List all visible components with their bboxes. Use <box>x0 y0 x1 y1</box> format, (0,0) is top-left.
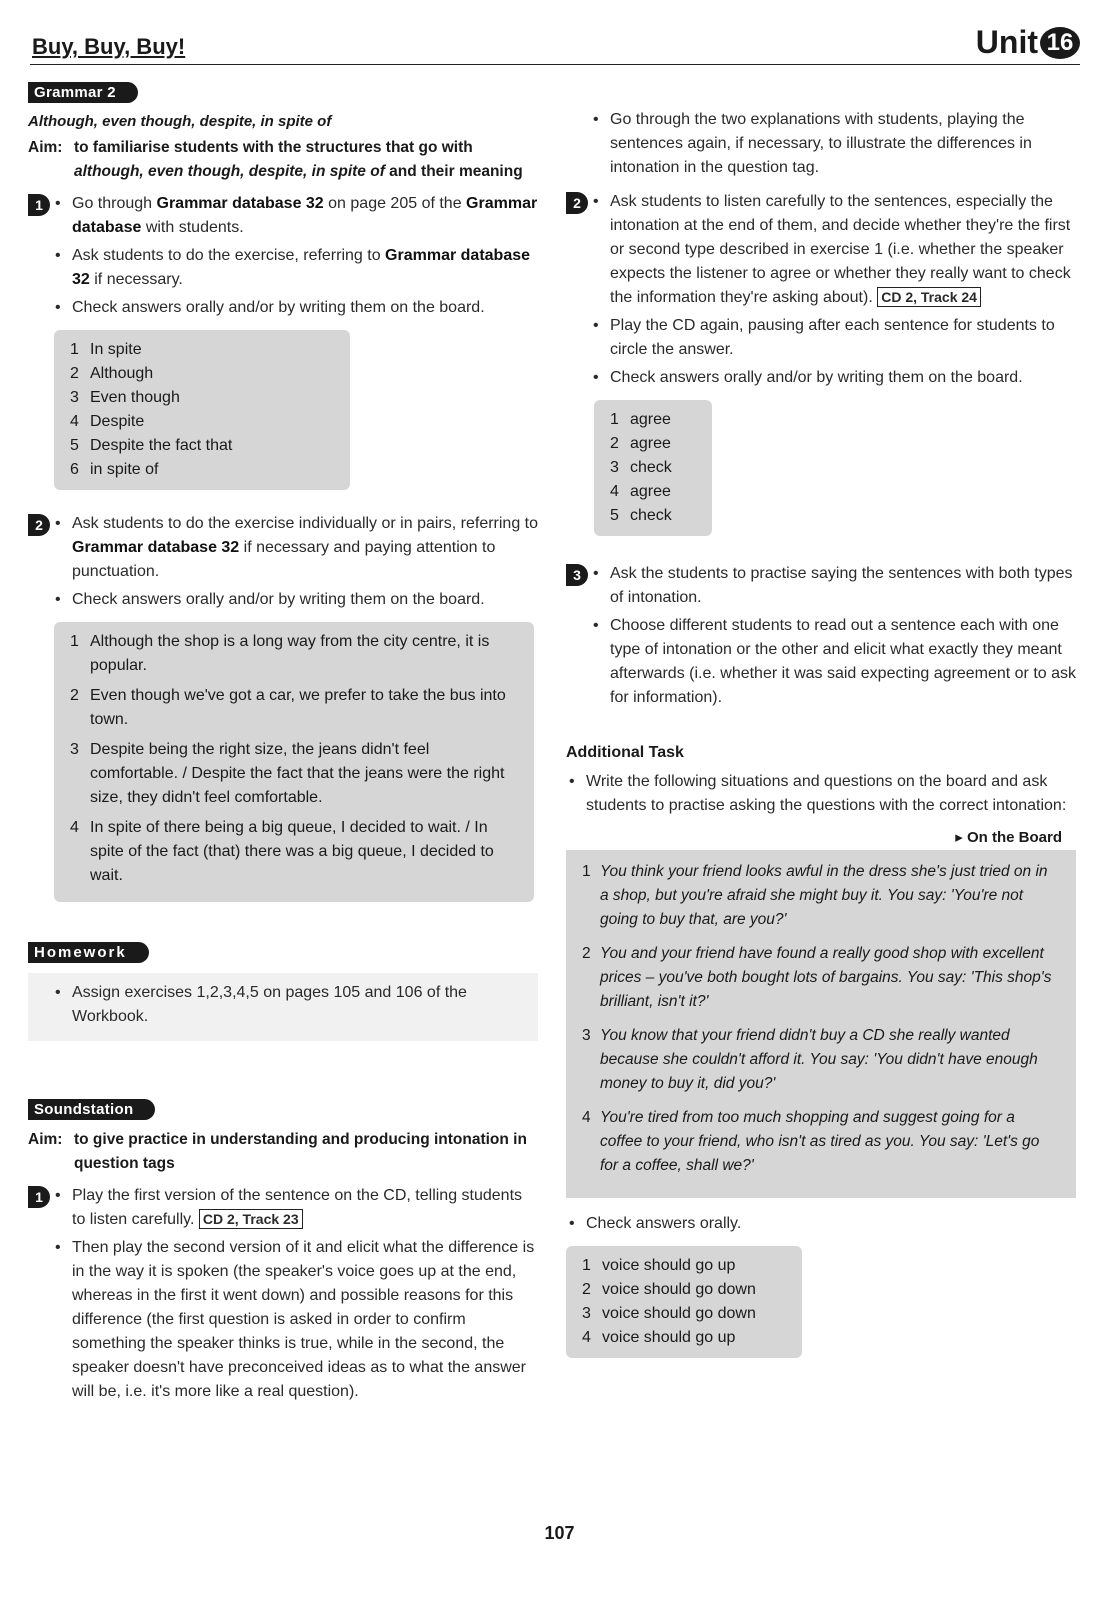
page-number: 107 <box>544 1523 575 1543</box>
section-grammar-2: Grammar 2 <box>28 82 138 103</box>
answer-row <box>70 816 518 888</box>
answer-box-grammar-1 <box>54 330 350 490</box>
soundstation-exercise-1-cont <box>566 108 1076 180</box>
grammar-aim <box>28 136 538 184</box>
bullet-text: Play the first version of the sentence on the CD, telling students to listen carefully. <box>72 1187 523 1228</box>
bullet: • Check answers orally. <box>569 1215 742 1232</box>
board-item-text: You're tired from too much shopping and suggest going for a coffee to your friend, who isn't as tired as you. You say: 'Let's go for a coffee, shall we?' <box>600 1109 1040 1174</box>
bullet-text: Check answers orally. <box>586 1215 742 1232</box>
bullet-bold: Grammar database <box>72 195 538 236</box>
on-the-board-label <box>566 828 1062 846</box>
board-item <box>582 1106 1060 1178</box>
answer-row <box>582 1254 786 1278</box>
answer-number: 5 <box>70 437 79 454</box>
answer-text: check <box>630 507 672 524</box>
board-item-text: You think your friend looks awful in the dress she's just tried on in a shop, but you're afraid she might buy it. You say: 'You're not going to buy that, are you?' <box>600 863 1048 928</box>
answer-row <box>582 1326 786 1350</box>
bullet-text: Write the following situations and questions on the board and ask students to practise asking the questions with the correct intonation: <box>586 773 1067 814</box>
unit-text: Unit <box>975 24 1038 60</box>
answer-text: voice should go down <box>602 1281 756 1298</box>
bullet: • Ask students to do the exercise individually or in pairs, referring to Grammar database 32 if necessary and paying attention to punctuation. <box>55 515 539 580</box>
soundstation-exercise-1 <box>28 1184 538 1404</box>
bullet-text: if necessary. <box>89 271 183 288</box>
board-item <box>582 1024 1060 1096</box>
page-header <box>30 22 1080 65</box>
aim-text <box>74 136 538 184</box>
bullet-text: with students. <box>141 219 244 236</box>
board-item <box>582 860 1060 932</box>
homework-box <box>28 973 538 1041</box>
section-soundstation: Soundstation <box>28 1099 155 1120</box>
answer-number: 2 <box>582 1281 591 1298</box>
on-the-board-box <box>566 850 1076 1198</box>
additional-task-section <box>566 744 1076 1358</box>
bullet-text: if necessary and paying attention to punctuation. <box>72 539 496 580</box>
answer-row <box>610 480 696 504</box>
answer-row <box>610 456 696 480</box>
bullet-text: Check answers orally and/or by writing them on the board. <box>72 299 485 316</box>
on-the-board-text: On the Board <box>966 829 1062 846</box>
bullet-text: Then play the second version of it and elicit what the difference is in the way it is spoken (the speaker's voice goes up at the end, whereas in the first it went down) and possible reasons for this difference (the first question is asked in order to confirm something the speaker thinks is true, while in the second, the speaker doesn't have preconceived ideas as to what the answer will be, i.e. it's more like a real question). <box>72 1239 535 1400</box>
answer-number: 4 <box>70 413 79 430</box>
bullet: • Play the CD again, pausing after each sentence for students to circle the answer. <box>593 317 1055 358</box>
grammar-exercise-1 <box>28 192 538 320</box>
bullet: • Ask the students to practise saying the sentences with both types of intonation. <box>593 565 1073 606</box>
answer-number: 4 <box>610 483 619 500</box>
answer-number: 3 <box>70 741 79 758</box>
board-item-number: 4 <box>582 1109 591 1126</box>
soundstation-exercise-2 <box>566 190 1076 390</box>
answer-text: in spite of <box>90 461 159 478</box>
bullet-text: Go through <box>72 195 157 212</box>
aim-label: Aim: <box>28 139 63 156</box>
additional-task-title: Additional Task <box>566 744 684 761</box>
answer-number: 3 <box>610 459 619 476</box>
aim-text-pre: to familiarise students with the structures that go with <box>74 139 473 156</box>
exercise-number: 1 <box>28 194 50 216</box>
left-column <box>28 82 538 1410</box>
answer-number: 1 <box>610 411 619 428</box>
additional-task-bullet <box>566 770 1076 818</box>
board-item-text: You and your friend have found a really good shop with excellent prices – you've both bought lots of bargains. You say: 'This shop's brilliant, isn't it?' <box>600 945 1052 1010</box>
answer-row <box>610 408 696 432</box>
grammar-exercise-2 <box>28 512 538 612</box>
answer-box-additional <box>566 1246 802 1358</box>
bullet-bold: Grammar database 32 <box>72 247 531 288</box>
section-homework: Homework <box>28 942 149 963</box>
bullet-text: Ask students to listen carefully to the sentences, especially the intonation at the end of them, and decide whether they're the first or second type described in exercise 1 (i.e. whether the speaker expects the listener to agree or whether they really want to check the information they're asking about). <box>610 193 1071 306</box>
answer-text: Although the shop is a long way from the city centre, it is popular. <box>90 633 490 674</box>
bullet: • Play the first version of the sentence on the CD, telling students to listen carefully. CD 2, Track 23 <box>55 1187 523 1228</box>
answer-number: 6 <box>70 461 79 478</box>
soundstation-aim <box>28 1128 538 1176</box>
answer-text: Even though <box>90 389 180 406</box>
bullet: • Check answers orally and/or by writing them on the board. <box>593 369 1023 386</box>
bullet-text: Play the CD again, pausing after each sentence for students to circle the answer. <box>610 317 1055 358</box>
answer-number: 1 <box>582 1257 591 1274</box>
bullet-bold: Grammar database 32 <box>72 539 240 556</box>
bullet: • Check answers orally and/or by writing them on the board. <box>55 591 485 608</box>
answer-row <box>70 386 334 410</box>
answer-row <box>610 504 696 528</box>
answer-row <box>70 338 334 362</box>
bullet-bold: Grammar database 32 <box>156 195 324 212</box>
board-item-text: You know that your friend didn't buy a CD she really wanted because she couldn't afford it. You say: 'You didn't have enough money to buy it, did you?' <box>600 1027 1038 1092</box>
exercise-number: 2 <box>28 514 50 536</box>
answer-row <box>70 410 334 434</box>
answer-box-soundstation-2 <box>594 400 712 536</box>
exercise-number: 3 <box>566 564 588 586</box>
bullet-text: Ask students to do the exercise, referring to <box>72 247 386 264</box>
bullet-text: Choose different students to read out a sentence each with one type of intonation or the other and elicit what exactly they meant afterwards (i.e. whether it was said expecting agreement or to ask for information). <box>610 617 1076 706</box>
answer-row <box>70 362 334 386</box>
right-column <box>566 108 1076 1372</box>
play-arrow-icon: ▸ <box>955 829 967 846</box>
answer-row <box>582 1302 786 1326</box>
bullet: • Write the following situations and questions on the board and ask students to practise asking the questions with the correct intonation: <box>569 773 1067 814</box>
answer-box-grammar-2 <box>54 622 534 902</box>
board-item-number: 1 <box>582 863 591 880</box>
aim-text-italic: although, even though, despite, in spite of <box>74 163 385 180</box>
bullet-text: Check answers orally and/or by writing them on the board. <box>610 369 1023 386</box>
bullet: • Assign exercises 1,2,3,4,5 on pages 105 and 106 of the Workbook. <box>55 984 467 1025</box>
answer-text: agree <box>630 435 671 452</box>
board-item-number: 3 <box>582 1027 591 1044</box>
answer-text: voice should go up <box>602 1329 736 1346</box>
bullet-text: Ask the students to practise saying the sentences with both types of intonation. <box>610 565 1073 606</box>
answer-text: In spite of there being a big queue, I decided to wait. / In spite of the fact (that) there was a big queue, I decided to wait. <box>90 819 494 884</box>
answer-number: 5 <box>610 507 619 524</box>
answer-row <box>70 434 334 458</box>
bullet: • Check answers orally and/or by writing them on the board. <box>55 299 485 316</box>
answer-row <box>70 458 334 482</box>
answer-text: voice should go down <box>602 1305 756 1322</box>
answer-number: 4 <box>582 1329 591 1346</box>
answer-text: Despite being the right size, the jeans didn't feel comfortable. / Despite the fact that the jeans were the right size, they didn't feel comfortable. <box>90 741 505 806</box>
bullet-text: Go through the two explanations with students, playing the sentences again, if necessary, to illustrate the differences in intonation in the question tag. <box>610 111 1032 176</box>
unit-number-badge: 16 <box>1040 27 1080 59</box>
answer-text: check <box>630 459 672 476</box>
bullet-text: on page 205 of the <box>323 195 467 212</box>
aim-text: to give practice in understanding and producing intonation in question tags <box>74 1131 527 1172</box>
page-title: Buy, Buy, Buy! <box>32 34 186 59</box>
aim-text-post: and their meaning <box>384 163 523 180</box>
bullet: • Go through the two explanations with students, playing the sentences again, if necessary, to illustrate the differences in intonation in the question tag. <box>593 111 1032 176</box>
bullet: • Then play the second version of it and elicit what the difference is in the way it is spoken (the speaker's voice goes up at the end, whereas in the first it went down) and possible reasons for this difference (the first question is asked in order to confirm something the speaker thinks is true, while in the second, the speaker doesn't have preconceived ideas as to what the answer will be, i.e. it's more like a real question). <box>55 1239 535 1400</box>
answer-number: 2 <box>610 435 619 452</box>
bullet-text: Check answers orally and/or by writing them on the board. <box>72 591 485 608</box>
exercise-number: 1 <box>28 1186 50 1208</box>
homework-section <box>28 942 538 1041</box>
answer-text: Although <box>90 365 154 382</box>
answer-number: 3 <box>582 1305 591 1322</box>
answer-text: agree <box>630 411 671 428</box>
answer-text: Despite <box>90 413 145 430</box>
answer-number: 3 <box>70 389 79 406</box>
answer-text: Even though we've got a car, we prefer to take the bus into town. <box>90 687 506 728</box>
unit-label <box>976 24 1080 61</box>
cd-track-label: CD 2, Track 24 <box>877 287 981 307</box>
soundstation-exercise-3 <box>566 562 1076 710</box>
grammar-subtitle: Although, even though, despite, in spite of <box>28 113 332 130</box>
board-item-number: 2 <box>582 945 591 962</box>
answer-row <box>70 684 518 732</box>
bullet-text: Ask students to do the exercise individually or in pairs, referring to <box>72 515 539 532</box>
answer-number: 1 <box>70 633 79 650</box>
aim-label: Aim: <box>28 1131 63 1148</box>
answer-number: 2 <box>70 687 79 704</box>
answer-number: 1 <box>70 341 79 358</box>
cd-track-label: CD 2, Track 23 <box>199 1209 303 1229</box>
answer-row <box>70 738 518 810</box>
exercise-number: 2 <box>566 192 588 214</box>
answer-row <box>582 1278 786 1302</box>
answer-text: Despite the fact that <box>90 437 233 454</box>
answer-number: 4 <box>70 819 79 836</box>
answer-text: voice should go up <box>602 1257 736 1274</box>
answer-number: 2 <box>70 365 79 382</box>
bullet: • Ask students to do the exercise, referring to Grammar database 32 if necessary. <box>55 247 531 288</box>
board-item <box>582 942 1060 1014</box>
answer-text: agree <box>630 483 671 500</box>
answer-text: In spite <box>90 341 142 358</box>
bullet: • Ask students to listen carefully to the sentences, especially the intonation at the end of them, and decide whether they're the first or second type described in exercise 1 (i.e. whether the speaker expects the listener to agree or whether they really want to check the information they're asking about). CD 2, Track 24 <box>593 193 1071 306</box>
bullet: • Choose different students to read out a sentence each with one type of intonation or the other and elicit what exactly they meant afterwards (i.e. whether it was said expecting agreement or to ask for information). <box>593 617 1076 706</box>
soundstation-section <box>28 1099 538 1404</box>
answer-row <box>70 630 518 678</box>
additional-check-bullet <box>566 1212 1076 1236</box>
bullet-text: Assign exercises 1,2,3,4,5 on pages 105 and 106 of the Workbook. <box>72 984 467 1025</box>
answer-row <box>610 432 696 456</box>
bullet: • Go through Grammar database 32 on page 205 of the Grammar database with students. <box>55 195 538 236</box>
